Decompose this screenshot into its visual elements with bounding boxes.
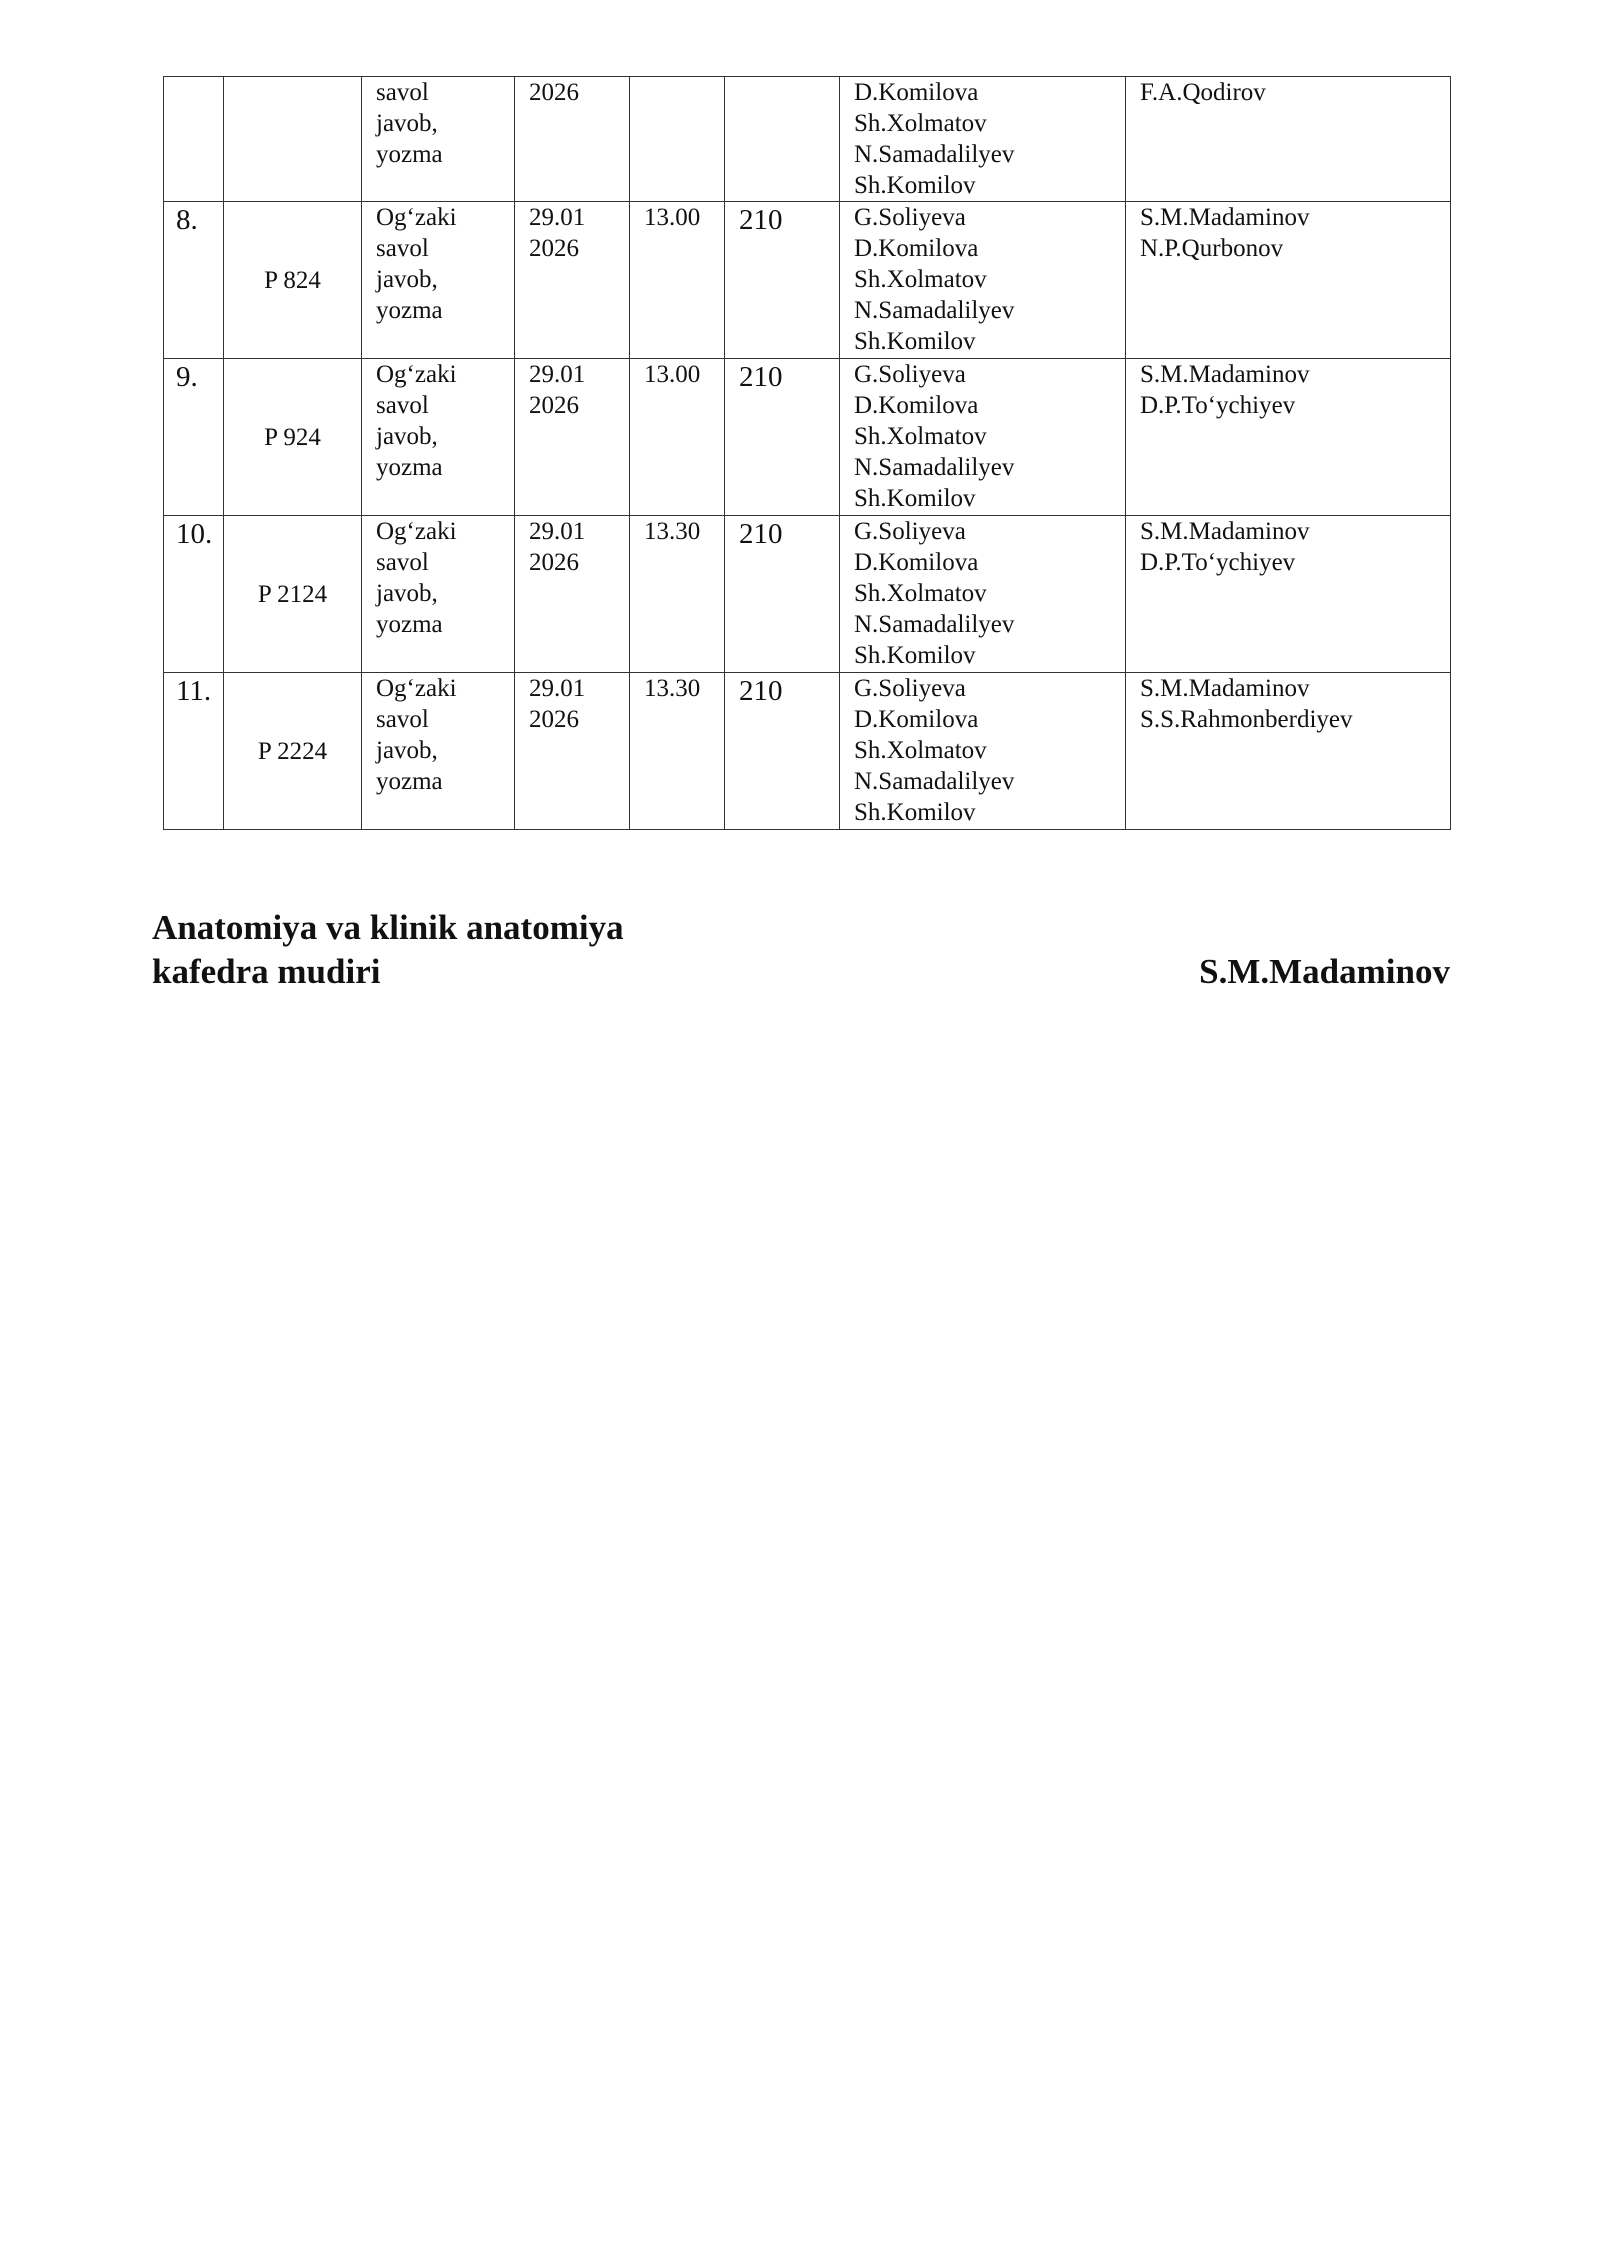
table-row: [164, 673, 1451, 830]
exam-room: [725, 77, 840, 202]
examiners: [840, 359, 1126, 516]
examiners-line: Sh.Xolmatov: [854, 737, 987, 764]
row-number: [164, 77, 224, 202]
schedule-body: [164, 77, 1451, 830]
examiners-line: Sh.Komilov: [854, 328, 976, 355]
examiners-line: D.Komilova: [854, 392, 979, 419]
exam-date: [515, 516, 630, 673]
exam-time: 13.30: [630, 516, 725, 673]
table-row: [164, 516, 1451, 673]
group-code: P 2224: [224, 673, 362, 830]
examiners-line: Sh.Komilov: [854, 172, 976, 199]
exam-time: 13.30: [630, 673, 725, 830]
examiners-line: Sh.Xolmatov: [854, 580, 987, 607]
examiners-line: N.Samadalilyev: [854, 768, 1015, 795]
exam-form-line: savol: [376, 706, 429, 733]
commission-chair: [1126, 673, 1451, 830]
exam-room: 210: [725, 516, 840, 673]
commission-chair-line: S.M.Madaminov: [1140, 204, 1310, 231]
group-code: [224, 77, 362, 202]
exam-date-line: 2026: [529, 235, 579, 262]
exam-time: 13.00: [630, 202, 725, 359]
commission-chair: [1126, 516, 1451, 673]
exam-date: [515, 359, 630, 516]
exam-form: [362, 202, 515, 359]
signature-block: [152, 906, 1450, 994]
exam-date-line: 2026: [529, 79, 579, 106]
examiners-line: G.Soliyeva: [854, 204, 966, 231]
commission-chair-line: S.M.Madaminov: [1140, 518, 1310, 545]
examiners-line: Sh.Komilov: [854, 642, 976, 669]
exam-date: [515, 673, 630, 830]
exam-form-line: javob,: [376, 423, 438, 450]
exam-date-line: 29.01: [529, 361, 586, 388]
exam-form-line: savol: [376, 392, 429, 419]
exam-form-line: savol: [376, 79, 429, 106]
row-number: 8.: [164, 202, 224, 359]
exam-date-line: 29.01: [529, 204, 586, 231]
row-number: 11.: [164, 673, 224, 830]
exam-date-line: 2026: [529, 392, 579, 419]
exam-form-line: yozma: [376, 141, 443, 168]
commission-chair: [1126, 77, 1451, 202]
department-line-1: Anatomiya va klinik anatomiya: [152, 908, 624, 947]
exam-form-line: Og‘zaki: [376, 204, 457, 231]
commission-chair-line: S.M.Madaminov: [1140, 361, 1310, 388]
exam-date: [515, 77, 630, 202]
exam-date-line: 2026: [529, 706, 579, 733]
exam-form-line: savol: [376, 235, 429, 262]
examiners-line: N.Samadalilyev: [854, 454, 1015, 481]
table-row: [164, 77, 1451, 202]
examiners-line: G.Soliyeva: [854, 518, 966, 545]
examiners-line: N.Samadalilyev: [854, 297, 1015, 324]
examiners: [840, 202, 1126, 359]
exam-form-line: Og‘zaki: [376, 675, 457, 702]
commission-chair-line: S.S.Rahmonberdiyev: [1140, 706, 1353, 733]
exam-date-line: 29.01: [529, 518, 586, 545]
table-row: [164, 202, 1451, 359]
examiners-line: D.Komilova: [854, 549, 979, 576]
examiners-line: Sh.Xolmatov: [854, 266, 987, 293]
exam-form-line: yozma: [376, 768, 443, 795]
commission-chair-line: D.P.To‘ychiyev: [1140, 392, 1296, 419]
exam-form-line: savol: [376, 549, 429, 576]
exam-date-line: 2026: [529, 549, 579, 576]
exam-form-line: javob,: [376, 110, 438, 137]
exam-form-line: javob,: [376, 580, 438, 607]
examiners-line: D.Komilova: [854, 79, 979, 106]
commission-chair: [1126, 359, 1451, 516]
examiners-line: G.Soliyeva: [854, 361, 966, 388]
exam-form-line: javob,: [376, 266, 438, 293]
examiners-line: D.Komilova: [854, 706, 979, 733]
exam-form: [362, 673, 515, 830]
table-row: [164, 359, 1451, 516]
examiners: [840, 77, 1126, 202]
row-number: 9.: [164, 359, 224, 516]
exam-form-line: yozma: [376, 454, 443, 481]
examiners-line: N.Samadalilyev: [854, 141, 1015, 168]
commission-chair-line: N.P.Qurbonov: [1140, 235, 1284, 262]
examiners-line: Sh.Komilov: [854, 799, 976, 826]
exam-date-line: 29.01: [529, 675, 586, 702]
examiners-line: N.Samadalilyev: [854, 611, 1015, 638]
row-number: 10.: [164, 516, 224, 673]
exam-form: [362, 359, 515, 516]
exam-time: 13.00: [630, 359, 725, 516]
examiners: [840, 673, 1126, 830]
examiners-line: G.Soliyeva: [854, 675, 966, 702]
department-line-2: kafedra mudiri: [152, 952, 381, 991]
commission-chair-line: S.M.Madaminov: [1140, 675, 1310, 702]
group-code: P 924: [224, 359, 362, 516]
examiners-line: D.Komilova: [854, 235, 979, 262]
exam-time: [630, 77, 725, 202]
examiners: [840, 516, 1126, 673]
examiners-line: Sh.Komilov: [854, 485, 976, 512]
examiners-line: Sh.Xolmatov: [854, 110, 987, 137]
exam-form-line: Og‘zaki: [376, 361, 457, 388]
exam-schedule-table: [163, 76, 1451, 830]
exam-form-line: javob,: [376, 737, 438, 764]
group-code: P 2124: [224, 516, 362, 673]
signatory-name: S.M.Madaminov: [1199, 952, 1450, 991]
examiners-line: Sh.Xolmatov: [854, 423, 987, 450]
commission-chair: [1126, 202, 1451, 359]
group-code: P 824: [224, 202, 362, 359]
exam-form: [362, 77, 515, 202]
exam-room: 210: [725, 359, 840, 516]
exam-form-line: yozma: [376, 611, 443, 638]
exam-room: 210: [725, 202, 840, 359]
commission-chair-line: F.A.Qodirov: [1140, 79, 1266, 106]
commission-chair-line: D.P.To‘ychiyev: [1140, 549, 1296, 576]
exam-date: [515, 202, 630, 359]
exam-form-line: Og‘zaki: [376, 518, 457, 545]
exam-form-line: yozma: [376, 297, 443, 324]
exam-room: 210: [725, 673, 840, 830]
exam-form: [362, 516, 515, 673]
